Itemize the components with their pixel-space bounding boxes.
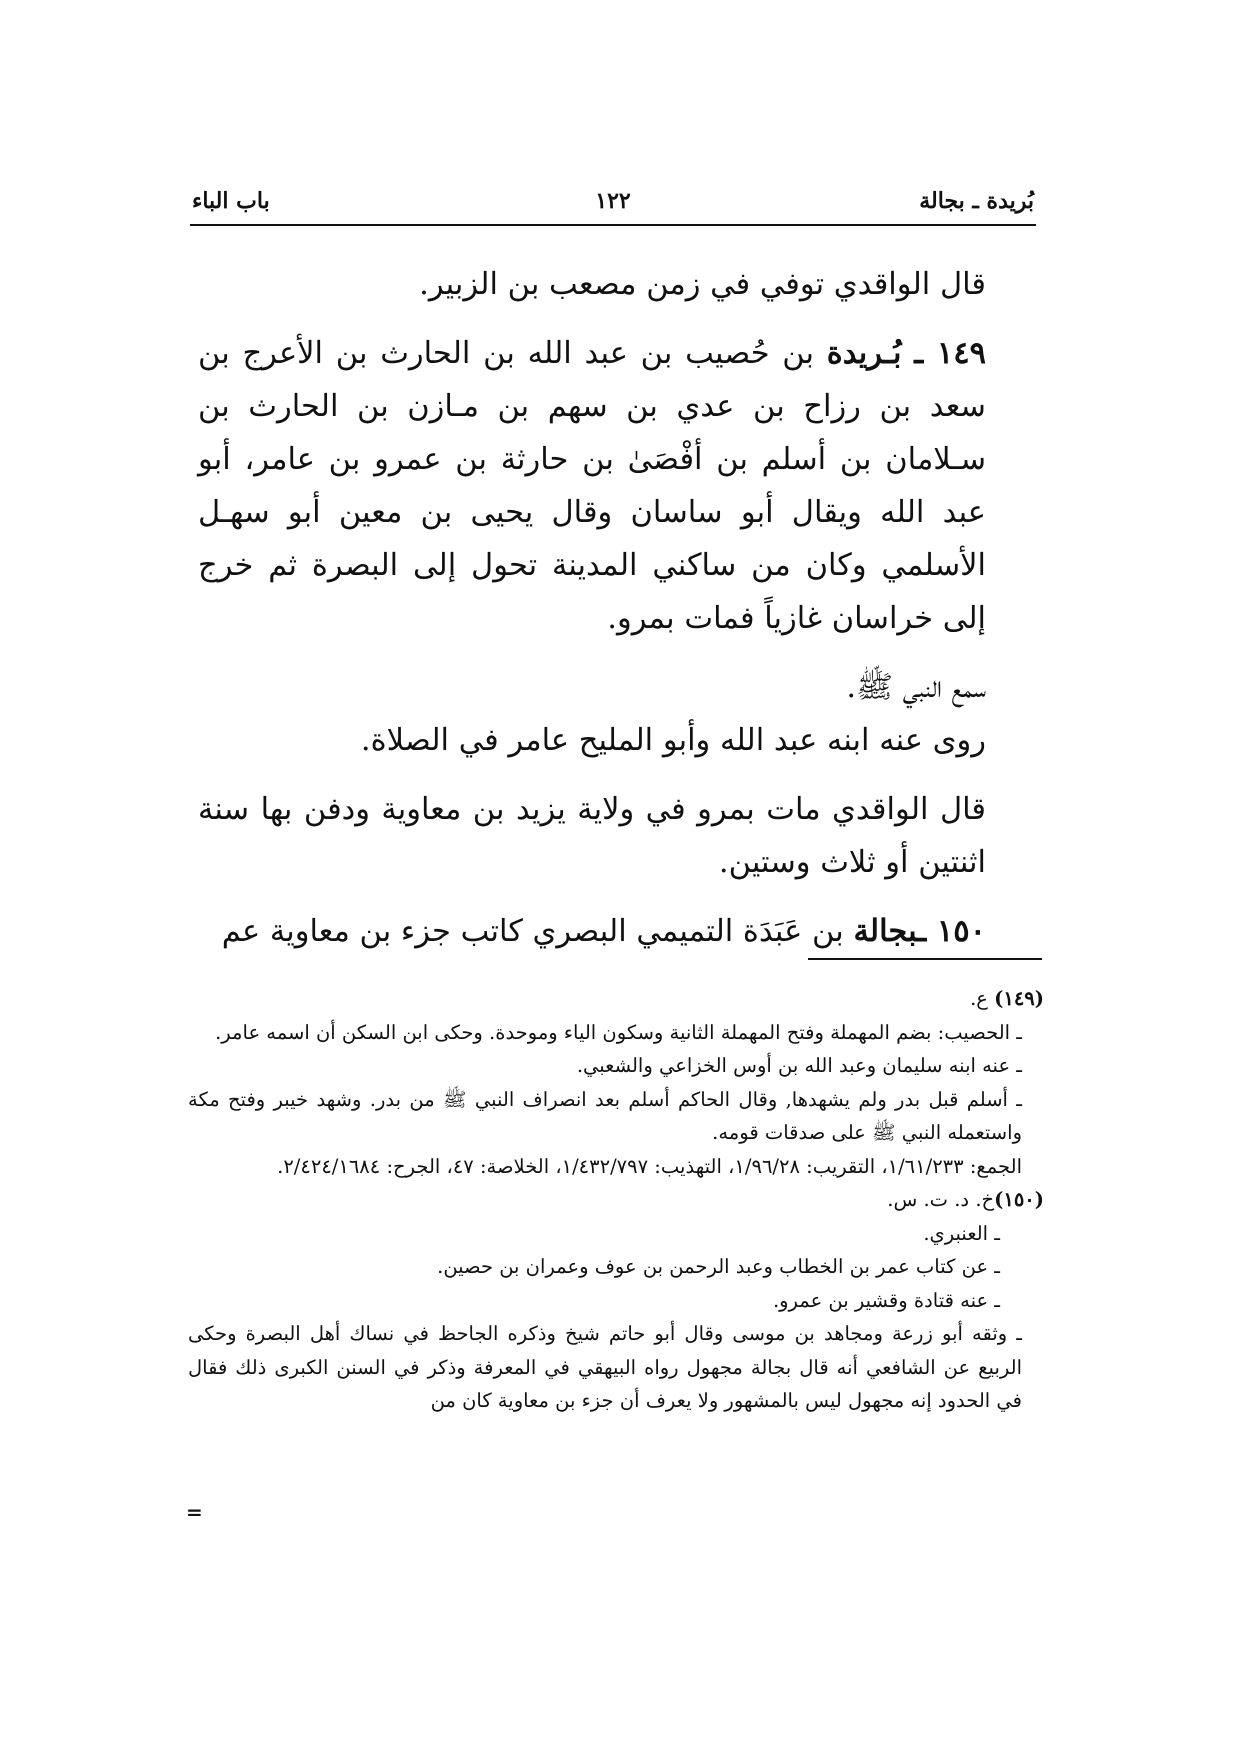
entry-149-death: قال الواقدي مات بمرو في ولاية يزيد بن معاوية ودفن بها سنة اثنتين أو ثلاث وستين.: [198, 792, 986, 880]
footnote-150-head: [188, 1183, 1044, 1217]
footnote-149-line: ـ أسلم قبل بدر ولم يشهدها, وقال الحاكم أسلم بعد انصراف النبي ﷺ من بدر. وشهد خيبر وفتح مكة واستعمله النبي ﷺ على صدقات قومه.: [188, 1087, 1022, 1144]
footnote-separator: [808, 958, 1042, 960]
entry-149-name: بُـريدة: [826, 335, 902, 371]
main-text: [198, 258, 1044, 958]
footnote-150-line: ـ وثقه أبو زرعة ومجاهد بن موسى وقال أبو حاتم شيخ وذكره الجاحظ في نساك أهل البصرة وحكى الربيع عن الشافعي أنه قال بجالة مجهول رواه البيهقي في المعرفة وذكر في السنن الكبرى ذلك فقال في الحدود إنه مجهول ليس بالمشهور ولا يعرف أن جزء بن معاوية كان من: [188, 1322, 1022, 1412]
footnote-149-line: ـ عنه ابنه سليمان وعبد الله بن أوس الخزاعي والشعبي.: [576, 1054, 1022, 1077]
footnote-150-line: ـ العنبري.: [923, 1221, 1000, 1245]
footnote-150-line: ـ عن كتاب عمر بن الخطاب وعبد الرحمن بن عوف وعمران بن حصين.: [437, 1255, 1000, 1278]
footnote-150-ref: (١٥٠): [994, 1188, 1044, 1211]
continuation-mark: =: [186, 1500, 203, 1524]
entry-149-number: ١٤٩ ـ: [914, 335, 987, 371]
footnote-149-line: الجمع: ١/٦١/٢٣٣، التقريب: ١/٩٦/٢٨، التهذيب: ١/٤٣٢/٧٩٧، الخلاصة: ٤٧، الجرح: ٢/٤٢٤/١٦٨٤.: [277, 1154, 1022, 1178]
entry-150-name: بجالة: [853, 913, 918, 949]
header-chapter-title: باب الباء: [192, 188, 270, 214]
entry-150-number: ١٥٠ ـ: [917, 913, 986, 949]
entry-149-text: بن حُصيب بن عبد الله بن الحارث بن الأعرج بن سعد بن رزاح بن عدي بن سهم بن مـازن بن الحارث بن سـلامان بن أسلم بن أفْصَىٰ بن حارثة بن عمرو بن عامر، أبو عبد الله ويقال أبو ساسان وقال يحيى بن معين أبو سهـل الأسلمي وكان من ساكني المدينة تحول إلى البصرة ثم خرج إلى خراسان غازياً فمات بمرو.: [198, 336, 986, 636]
footnote-149-line: ـ الحصيب: بضم المهملة وفتح المهملة الثانية وسكون الياء وموحدة. وحكى ابن السكن أن اسمه عامر.: [215, 1020, 1022, 1044]
page-number: ١٢٢: [595, 188, 631, 214]
intro-line: قال الواقدي توفي في زمن مصعب بن الزبير.: [419, 267, 986, 302]
footnote-149-head: [188, 982, 1044, 1016]
entry-149-rawa: روى عنه ابنه عبد الله وأبو المليح عامر في الصلاة.: [360, 723, 986, 758]
footnote-150-symbols: خ. د. ت. س.: [887, 1188, 995, 1211]
footnote-149-symbols: ع.: [970, 987, 988, 1010]
entry-150: [198, 905, 1044, 958]
footnotes: [188, 982, 1044, 1418]
entry-149-sami: سمع النبي ﷺ.: [846, 670, 986, 705]
entry-149: [198, 327, 1044, 645]
footnote-149-ref: (١٤٩): [994, 987, 1044, 1010]
running-header: [190, 182, 1036, 226]
footnote-150-line: ـ عنه قتادة وقشير بن عمرو.: [772, 1288, 1000, 1312]
header-entry-range: بُريدة ـ بجالة: [919, 188, 1034, 214]
entry-150-text: بن عَبَدَة التميمي البصري كاتب جزء بن معاوية عم: [221, 914, 844, 949]
